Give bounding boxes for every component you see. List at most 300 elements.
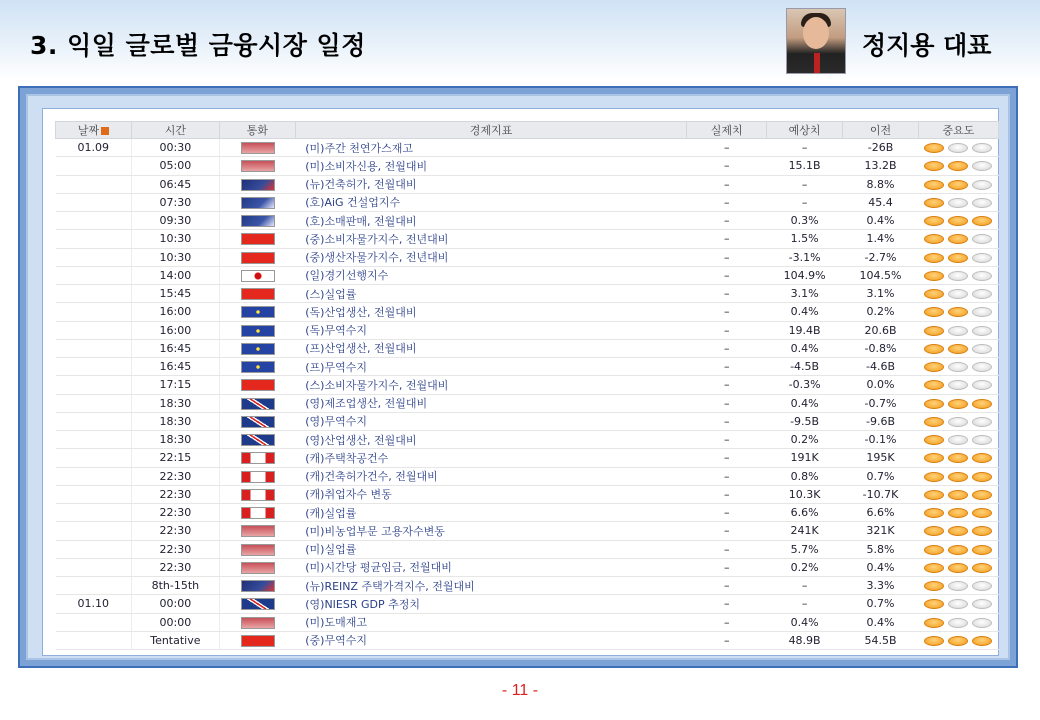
previous-cell: 54.5B: [843, 631, 919, 649]
date-cell: 01.09: [56, 139, 132, 157]
previous-cell: -0.8%: [843, 339, 919, 357]
flag-icon: [241, 179, 275, 191]
importance-empty-icon: [972, 435, 992, 445]
importance-filled-icon: [972, 472, 992, 482]
currency-cell: [219, 394, 295, 412]
importance-cell: [918, 230, 998, 248]
actual-cell: –: [687, 157, 767, 175]
importance-filled-icon: [948, 526, 968, 536]
actual-cell: –: [687, 431, 767, 449]
date-cell: [56, 540, 132, 558]
indicator-cell: (영)산업생산, 전월대비: [295, 431, 687, 449]
flag-icon: [241, 215, 275, 227]
forecast-cell: –: [767, 139, 843, 157]
importance-rating: [922, 433, 994, 446]
importance-empty-icon: [972, 344, 992, 354]
importance-filled-icon: [972, 545, 992, 555]
previous-cell: 321K: [843, 522, 919, 540]
importance-filled-icon: [948, 216, 968, 226]
indicator-cell: (독)산업생산, 전월대비: [295, 303, 687, 321]
importance-cell: [918, 358, 998, 376]
table-row: [56, 449, 999, 467]
actual-cell: –: [687, 303, 767, 321]
time-cell: 16:00: [131, 303, 219, 321]
importance-cell: [918, 339, 998, 357]
importance-filled-icon: [924, 399, 944, 409]
time-cell: 22:30: [131, 558, 219, 576]
indicator-cell: (미)소비자신용, 전월대비: [295, 157, 687, 175]
previous-cell: 195K: [843, 449, 919, 467]
indicator-cell: (미)시간당 평균임금, 전월대비: [295, 558, 687, 576]
importance-cell: [918, 193, 998, 211]
currency-cell: [219, 339, 295, 357]
importance-empty-icon: [948, 417, 968, 427]
date-cell: [56, 321, 132, 339]
importance-cell: [918, 285, 998, 303]
previous-cell: 13.2B: [843, 157, 919, 175]
forecast-cell: 5.7%: [767, 540, 843, 558]
forecast-cell: -0.3%: [767, 376, 843, 394]
header-previous: 이전: [843, 122, 919, 139]
importance-filled-icon: [924, 417, 944, 427]
date-cell: [56, 504, 132, 522]
table-row: [56, 321, 999, 339]
importance-rating: [922, 269, 994, 282]
previous-cell: 0.7%: [843, 467, 919, 485]
importance-filled-icon: [924, 490, 944, 500]
header-date[interactable]: 날짜: [56, 122, 132, 139]
importance-cell: [918, 139, 998, 157]
previous-cell: 104.5%: [843, 266, 919, 284]
importance-empty-icon: [972, 599, 992, 609]
actual-cell: –: [687, 558, 767, 576]
page-number: - 11 -: [501, 682, 539, 699]
importance-rating: [922, 616, 994, 629]
previous-cell: -10.7K: [843, 485, 919, 503]
time-cell: 00:30: [131, 139, 219, 157]
importance-rating: [922, 305, 994, 318]
indicator-cell: (호)소매판매, 전월대비: [295, 212, 687, 230]
flag-icon: [241, 233, 275, 245]
importance-empty-icon: [948, 599, 968, 609]
flag-icon: [241, 489, 275, 501]
importance-rating: [922, 470, 994, 483]
actual-cell: –: [687, 266, 767, 284]
indicator-cell: (일)경기선행지수: [295, 266, 687, 284]
date-cell: [56, 449, 132, 467]
currency-cell: [219, 285, 295, 303]
slide-title: 3. 익일 글로벌 금융시장 일정: [30, 31, 366, 60]
indicator-cell: (중)소비자물가지수, 전년대비: [295, 230, 687, 248]
table-row: [56, 358, 999, 376]
importance-empty-icon: [948, 198, 968, 208]
flag-icon: [241, 270, 275, 282]
importance-cell: [918, 613, 998, 631]
importance-empty-icon: [972, 307, 992, 317]
previous-cell: 0.4%: [843, 212, 919, 230]
forecast-cell: 10.3K: [767, 485, 843, 503]
importance-rating: [922, 561, 994, 574]
forecast-cell: 0.3%: [767, 212, 843, 230]
table-row: [56, 248, 999, 266]
importance-empty-icon: [948, 581, 968, 591]
indicator-cell: (영)제조업생산, 전월대비: [295, 394, 687, 412]
importance-cell: [918, 485, 998, 503]
importance-rating: [922, 378, 994, 391]
previous-cell: 45.4: [843, 193, 919, 211]
previous-cell: -26B: [843, 139, 919, 157]
currency-cell: [219, 522, 295, 540]
forecast-cell: -4.5B: [767, 358, 843, 376]
currency-cell: [219, 577, 295, 595]
presenter-name: 정지용 대표: [862, 31, 992, 60]
flag-icon: [241, 142, 275, 154]
flag-icon: [241, 288, 275, 300]
forecast-cell: 15.1B: [767, 157, 843, 175]
importance-rating: [922, 506, 994, 519]
importance-filled-icon: [972, 508, 992, 518]
actual-cell: –: [687, 321, 767, 339]
importance-filled-icon: [924, 435, 944, 445]
importance-filled-icon: [924, 599, 944, 609]
indicator-cell: (캐)취업자수 변동: [295, 485, 687, 503]
previous-cell: 8.8%: [843, 175, 919, 193]
importance-rating: [922, 579, 994, 592]
actual-cell: –: [687, 394, 767, 412]
date-cell: [56, 577, 132, 595]
importance-rating: [922, 251, 994, 264]
indicator-cell: (뉴)건축허가, 전월대비: [295, 175, 687, 193]
indicator-cell: (캐)건축허가건수, 전월대비: [295, 467, 687, 485]
importance-empty-icon: [972, 198, 992, 208]
header-indicator: 경제지표: [295, 122, 687, 139]
actual-cell: –: [687, 285, 767, 303]
importance-cell: [918, 431, 998, 449]
table-row: [56, 157, 999, 175]
actual-cell: –: [687, 467, 767, 485]
importance-filled-icon: [924, 307, 944, 317]
currency-cell: [219, 558, 295, 576]
importance-cell: [918, 157, 998, 175]
time-cell: 00:00: [131, 613, 219, 631]
indicator-cell: (호)AiG 건설업지수: [295, 193, 687, 211]
date-cell: [56, 558, 132, 576]
importance-rating: [922, 360, 994, 373]
importance-empty-icon: [972, 253, 992, 263]
currency-cell: [219, 303, 295, 321]
importance-filled-icon: [924, 216, 944, 226]
flag-icon: [241, 361, 275, 373]
table-row: [56, 540, 999, 558]
importance-empty-icon: [948, 362, 968, 372]
indicator-cell: (미)비농업부문 고용자수변동: [295, 522, 687, 540]
importance-empty-icon: [972, 581, 992, 591]
forecast-cell: 0.2%: [767, 431, 843, 449]
importance-rating: [922, 415, 994, 428]
flag-icon: [241, 471, 275, 483]
table-row: [56, 558, 999, 576]
importance-cell: [918, 467, 998, 485]
table-row: [56, 631, 999, 649]
currency-cell: [219, 540, 295, 558]
importance-filled-icon: [948, 399, 968, 409]
indicator-cell: (미)주간 천연가스재고: [295, 139, 687, 157]
previous-cell: 0.7%: [843, 595, 919, 613]
importance-filled-icon: [948, 508, 968, 518]
time-cell: 8th-15th: [131, 577, 219, 595]
indicator-cell: (캐)실업률: [295, 504, 687, 522]
currency-cell: [219, 266, 295, 284]
flag-icon: [241, 580, 275, 592]
importance-filled-icon: [924, 581, 944, 591]
importance-filled-icon: [924, 545, 944, 555]
importance-filled-icon: [972, 563, 992, 573]
table-row: [56, 139, 999, 157]
importance-filled-icon: [972, 490, 992, 500]
importance-empty-icon: [948, 435, 968, 445]
date-cell: 01.10: [56, 595, 132, 613]
importance-cell: [918, 303, 998, 321]
time-cell: 18:30: [131, 394, 219, 412]
importance-empty-icon: [972, 618, 992, 628]
table-row: [56, 613, 999, 631]
date-cell: [56, 266, 132, 284]
indicator-cell: (프)무역수지: [295, 358, 687, 376]
forecast-cell: 0.2%: [767, 558, 843, 576]
importance-empty-icon: [972, 161, 992, 171]
indicator-cell: (영)무역수지: [295, 412, 687, 430]
importance-cell: [918, 321, 998, 339]
previous-cell: 1.4%: [843, 230, 919, 248]
importance-empty-icon: [972, 180, 992, 190]
importance-filled-icon: [924, 234, 944, 244]
date-cell: [56, 358, 132, 376]
flag-icon: [241, 562, 275, 574]
time-cell: 16:00: [131, 321, 219, 339]
importance-filled-icon: [924, 326, 944, 336]
flag-icon: [241, 525, 275, 537]
date-cell: [56, 431, 132, 449]
importance-rating: [922, 214, 994, 227]
importance-filled-icon: [948, 636, 968, 646]
table-row: [56, 467, 999, 485]
date-cell: [56, 376, 132, 394]
importance-filled-icon: [972, 216, 992, 226]
importance-filled-icon: [924, 618, 944, 628]
actual-cell: –: [687, 631, 767, 649]
date-cell: [56, 485, 132, 503]
currency-cell: [219, 504, 295, 522]
actual-cell: –: [687, 595, 767, 613]
forecast-cell: -9.5B: [767, 412, 843, 430]
importance-empty-icon: [948, 326, 968, 336]
currency-cell: [219, 139, 295, 157]
table-row: [56, 412, 999, 430]
importance-empty-icon: [972, 362, 992, 372]
previous-cell: -4.6B: [843, 358, 919, 376]
flag-icon: [241, 252, 275, 264]
date-cell: [56, 339, 132, 357]
indicator-cell: (스)소비자물가지수, 전월대비: [295, 376, 687, 394]
importance-filled-icon: [948, 472, 968, 482]
importance-cell: [918, 412, 998, 430]
table-row: [56, 504, 999, 522]
forecast-cell: 0.4%: [767, 303, 843, 321]
date-cell: [56, 394, 132, 412]
actual-cell: –: [687, 412, 767, 430]
previous-cell: 0.2%: [843, 303, 919, 321]
importance-cell: [918, 577, 998, 595]
forecast-cell: 191K: [767, 449, 843, 467]
table-row: [56, 431, 999, 449]
table-row: [56, 193, 999, 211]
date-cell: [56, 230, 132, 248]
table-row: [56, 394, 999, 412]
importance-filled-icon: [948, 453, 968, 463]
date-cell: [56, 303, 132, 321]
importance-empty-icon: [972, 271, 992, 281]
flag-icon: [241, 160, 275, 172]
forecast-cell: 0.4%: [767, 394, 843, 412]
importance-cell: [918, 449, 998, 467]
importance-filled-icon: [924, 143, 944, 153]
forecast-cell: 0.4%: [767, 339, 843, 357]
sort-icon[interactable]: [101, 127, 109, 135]
currency-cell: [219, 230, 295, 248]
flag-icon: [241, 544, 275, 556]
date-cell: [56, 193, 132, 211]
currency-cell: [219, 321, 295, 339]
calendar-frame: [18, 86, 1018, 668]
importance-cell: [918, 175, 998, 193]
importance-cell: [918, 558, 998, 576]
importance-filled-icon: [948, 545, 968, 555]
forecast-cell: 6.6%: [767, 504, 843, 522]
importance-rating: [922, 451, 994, 464]
currency-cell: [219, 631, 295, 649]
forecast-cell: –: [767, 175, 843, 193]
importance-rating: [922, 597, 994, 610]
importance-filled-icon: [924, 472, 944, 482]
importance-filled-icon: [924, 271, 944, 281]
table-row: [56, 285, 999, 303]
importance-filled-icon: [924, 289, 944, 299]
previous-cell: 5.8%: [843, 540, 919, 558]
importance-filled-icon: [948, 161, 968, 171]
actual-cell: –: [687, 230, 767, 248]
time-cell: 18:30: [131, 412, 219, 430]
date-cell: [56, 212, 132, 230]
importance-empty-icon: [972, 143, 992, 153]
importance-empty-icon: [972, 326, 992, 336]
currency-cell: [219, 467, 295, 485]
table-row: [56, 339, 999, 357]
importance-rating: [922, 159, 994, 172]
currency-cell: [219, 449, 295, 467]
previous-cell: 3.3%: [843, 577, 919, 595]
time-cell: Tentative: [131, 631, 219, 649]
importance-empty-icon: [972, 380, 992, 390]
flag-icon: [241, 452, 275, 464]
actual-cell: –: [687, 522, 767, 540]
indicator-cell: (독)무역수지: [295, 321, 687, 339]
flag-icon: [241, 598, 275, 610]
indicator-cell: (미)도매재고: [295, 613, 687, 631]
time-cell: 16:45: [131, 339, 219, 357]
date-cell: [56, 467, 132, 485]
importance-rating: [922, 342, 994, 355]
previous-cell: -0.7%: [843, 394, 919, 412]
time-cell: 22:30: [131, 467, 219, 485]
table-row: [56, 577, 999, 595]
importance-filled-icon: [924, 198, 944, 208]
time-cell: 22:30: [131, 504, 219, 522]
importance-cell: [918, 540, 998, 558]
table-row: [56, 595, 999, 613]
flag-icon: [241, 507, 275, 519]
time-cell: 09:30: [131, 212, 219, 230]
actual-cell: –: [687, 212, 767, 230]
indicator-cell: (스)실업률: [295, 285, 687, 303]
flag-icon: [241, 434, 275, 446]
indicator-cell: (뉴)REINZ 주택가격지수, 전월대비: [295, 577, 687, 595]
actual-cell: –: [687, 175, 767, 193]
currency-cell: [219, 175, 295, 193]
indicator-cell: (캐)주택착공건수: [295, 449, 687, 467]
importance-empty-icon: [948, 143, 968, 153]
importance-filled-icon: [948, 344, 968, 354]
flag-icon: [241, 416, 275, 428]
date-cell: [56, 522, 132, 540]
currency-cell: [219, 193, 295, 211]
importance-cell: [918, 394, 998, 412]
flag-icon: [241, 325, 275, 337]
importance-filled-icon: [924, 380, 944, 390]
actual-cell: –: [687, 485, 767, 503]
table-row: [56, 522, 999, 540]
currency-cell: [219, 376, 295, 394]
time-cell: 10:30: [131, 230, 219, 248]
importance-filled-icon: [924, 508, 944, 518]
time-cell: 00:00: [131, 595, 219, 613]
table-row: [56, 266, 999, 284]
date-cell: [56, 248, 132, 266]
importance-cell: [918, 376, 998, 394]
table-row: [56, 376, 999, 394]
forecast-cell: 3.1%: [767, 285, 843, 303]
time-cell: 07:30: [131, 193, 219, 211]
header-currency: 통화: [219, 122, 295, 139]
flag-icon: [241, 306, 275, 318]
time-cell: 14:00: [131, 266, 219, 284]
forecast-cell: 1.5%: [767, 230, 843, 248]
importance-empty-icon: [972, 417, 992, 427]
importance-filled-icon: [924, 563, 944, 573]
importance-rating: [922, 543, 994, 556]
time-cell: 06:45: [131, 175, 219, 193]
presenter-photo: [786, 8, 846, 74]
importance-cell: [918, 522, 998, 540]
importance-filled-icon: [972, 526, 992, 536]
importance-filled-icon: [948, 307, 968, 317]
importance-rating: [922, 324, 994, 337]
forecast-cell: -3.1%: [767, 248, 843, 266]
importance-rating: [922, 488, 994, 501]
importance-filled-icon: [924, 344, 944, 354]
importance-rating: [922, 524, 994, 537]
time-cell: 15:45: [131, 285, 219, 303]
actual-cell: –: [687, 449, 767, 467]
